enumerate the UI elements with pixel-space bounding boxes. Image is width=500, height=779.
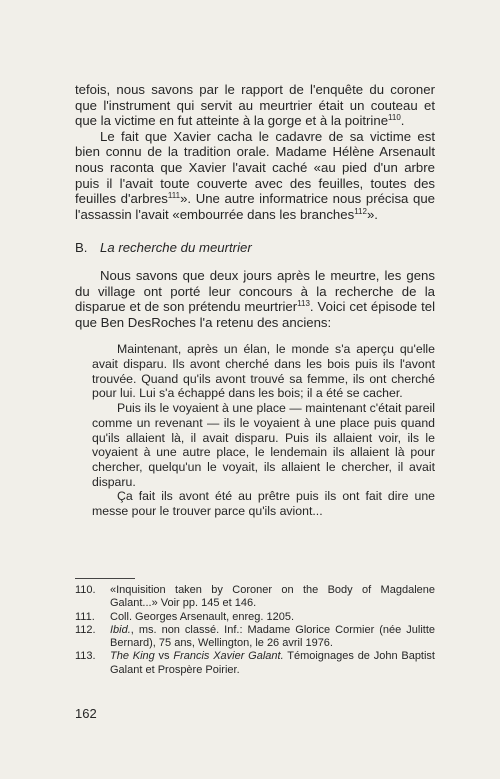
- quote-paragraph: Maintenant, après un élan, le monde s'a aperçu qu'elle avait disparu. Ils avont cherché dans les bois puis ils l'avont trouvée. Quand qu'ils avont trouvé sa femme, ils ont cherché pour lui. Lui s'a échappé dans les bois; il a été se cacher.: [92, 342, 435, 401]
- footnote-ref-110[interactable]: 110: [388, 113, 401, 123]
- section-title: La recherche du meurtrier: [100, 240, 252, 256]
- footnote-ref-111[interactable]: 111: [167, 191, 181, 201]
- footnotes: [75, 584, 435, 677]
- footnote-111: 111. Coll. Georges Arsenault, enreg. 1205.: [75, 610, 295, 623]
- main-text: [75, 82, 435, 519]
- section-number: B.: [75, 240, 88, 256]
- quote-paragraph: Puis ils le voyaient à une place — maintenant c'était pareil comme un revenant — ils le voyaient à une place puis quand qu'ils allaient là, il avait disparu. Puis ils allaient voir, ils le voyaient à une autre place, le lendemain ils allaient là pour chercher, quelqu'un le voyait, ils allaient le chercher, il avait disparu.: [92, 401, 435, 489]
- footnote-ref-112[interactable]: 112: [354, 206, 367, 216]
- footnote-110: 110. «Inquisition taken by Coroner on the Body of Magdalene Galant...» Voir pp. 145 et 146.: [75, 584, 435, 610]
- footnote-113: 113. The King vs Francis Xavier Galant. Témoignages de John Baptist Galant et Prospère Poirier.: [75, 650, 435, 676]
- paragraph-1: tefois, nous savons par le rapport de l'enquête du coroner que l'instrument qui servit au meurtrier était un couteau et que la victime en fut atteinte à la gorge et à la poitrine$^{110}$.: [75, 82, 435, 129]
- quote-paragraph: Ça fait ils avont été au prêtre puis ils ont fait dire une messe pour le trouver parce qu'ils aviont...: [92, 489, 435, 519]
- footnote-112: 112. Ibid., ms. non classé. Inf.: Madame Glorice Cormier (née Julitte Bernard), 75 ans, Wellington, le 26 avril 1976.: [75, 623, 435, 650]
- paragraph-3: Nous savons que deux jours après le meurtre, les gens du village ont porté leur concours à la recherche de la disparue et de son prétendu meurtrier$^{113}$. Voici cet épisode tel que Ben DesRoches l'a retenu des anciens:: [75, 267, 436, 330]
- footnote-ref-113[interactable]: 113: [297, 299, 310, 309]
- paragraph-2: Le fait que Xavier cacha le cadavre de sa victime est bien connu de la tradition orale. Madame Hélène Arsenault nous raconta que Xavier l'avait caché «au pied d'un arbre puis il l'avait toute couverte avec des feuilles, toutes des feuilles d'arbres$^{111}$». Une autre informatrice nous précisa que l'assassin l'avait «embourrée dans les branches$^{112}$».: [75, 128, 435, 222]
- block-quote: [92, 342, 435, 518]
- page-number: 162: [75, 706, 97, 721]
- section-heading: [75, 240, 435, 256]
- footnote-divider: [75, 578, 135, 579]
